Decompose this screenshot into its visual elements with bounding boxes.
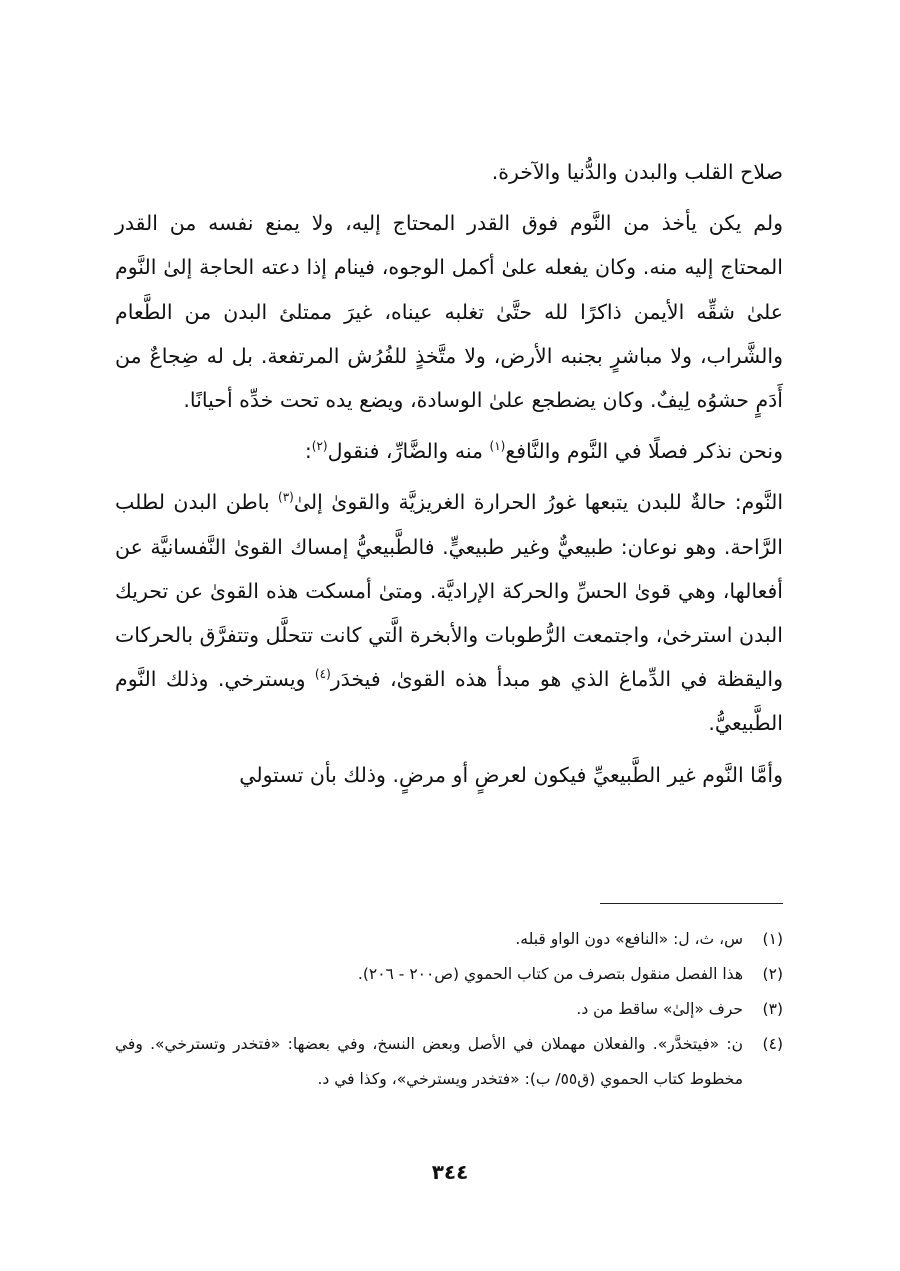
paragraph-4-text-3: ويسترخي. وذلك النَّوم الطَّبيعيُّ.: [115, 667, 783, 736]
footnote-number: (٣): [762, 1000, 783, 1018]
paragraph-4-text-2: باطن البدن لطلب الرَّاحة. وهو نوعان: طبيعيٌّ وغير طبيعيٍّ. فالطَّبيعيُّ إمساك القوىٰ النَّفسانيَّة عن أفعالها، وهي قوىٰ الحسِّ والحركة الإراديَّة. ومتىٰ أمسكت هذه القوىٰ عن تحريك البدن استرخىٰ، واجتمعت الرُّطوبات والأبخرة الَّتي كانت تتحلَّل وتتفرَّق بالحركات واليقظة في الدِّماغ الذي هو مبدأ هذه القوىٰ، فيخدَر: [115, 490, 783, 692]
paragraph-4-text-1: النَّوم: حالةٌ للبدن يتبعها غورُ الحرارة الغريزيَّة والقوىٰ إلىٰ: [293, 490, 784, 515]
footnote-number: (٤): [762, 1035, 783, 1053]
page-body: [115, 150, 783, 804]
footnotes: [115, 922, 783, 1097]
paragraph-3-text-2: منه والضَّارِّ، فنقول: [327, 439, 490, 464]
footnote-divider: [600, 903, 783, 904]
footnote-text: حرف «إلىٰ» ساقط من د.: [576, 1000, 743, 1018]
footnote-2: [115, 957, 783, 992]
paragraph-3-text-3: :: [304, 439, 312, 464]
paragraph-3-text-1: ونحن نذكر فصلًا في النَّوم والنَّافع: [505, 439, 783, 464]
footnote-4: [115, 1027, 783, 1097]
page-number: ٣٤٤: [431, 1160, 469, 1184]
footnote-text: هذا الفصل منقول بتصرف من كتاب الحموي (ص٢٠٠ - ٢٠٦).: [357, 965, 743, 983]
body-paragraph-5: وأمَّا النَّوم غير الطَّبيعيِّ فيكون لعرضٍ أو مرضٍ. وذلك بأن تستولي: [239, 762, 783, 787]
footnote-1: [115, 922, 783, 957]
footnote-number: (١): [762, 930, 783, 948]
body-paragraph-4: [115, 480, 783, 745]
footnote-3: [115, 992, 783, 1027]
footnote-number: (٢): [762, 965, 783, 983]
footnote-ref-4[interactable]: (٤): [314, 667, 331, 682]
body-paragraph-3: [115, 429, 783, 473]
footnote-text: ن: «فيتخدَّر». والفعلان مهملان في الأصل وبعض النسخ، وفي بعضها: «فتخدر وتسترخي». وفي مخطوط كتاب الحموي (ق٥٥/ ب): «فتخدر ويسترخي»، وكذا في د.: [115, 1035, 743, 1088]
footnote-text: س، ث، ل: «النافع» دون الواو قبله.: [515, 930, 743, 948]
body-paragraph-2: ولم يكن يأخذ من النَّوم فوق القدر المحتاج إليه، ولا يمنع نفسه من القدر المحتاج إليه منه. وكان يفعله علىٰ أكمل الوجوه، فينام إذا دعته الحاجة إلىٰ النَّوم علىٰ شقِّه الأيمن ذاكرًا لله حتَّىٰ تغلبه عيناه، غيرَ ممتلئ البدن من الطَّعام والشَّراب، ولا مباشرٍ بجنبه الأرض، ولا متَّخذٍ للفُرُش المرتفعة. بل له ضِجاعٌ من أَدَمٍ حشوُه لِيفٌ. وكان يضطجع علىٰ الوسادة، ويضع يده تحت خدِّه أحيانًا.: [115, 211, 783, 413]
body-paragraph-1: صلاح القلب والبدن والدُّنيا والآخرة.: [491, 160, 783, 184]
footnote-ref-2[interactable]: (٢): [311, 439, 328, 454]
footnote-ref-3[interactable]: (٣): [278, 490, 294, 505]
footnote-ref-1[interactable]: (١): [489, 439, 506, 454]
